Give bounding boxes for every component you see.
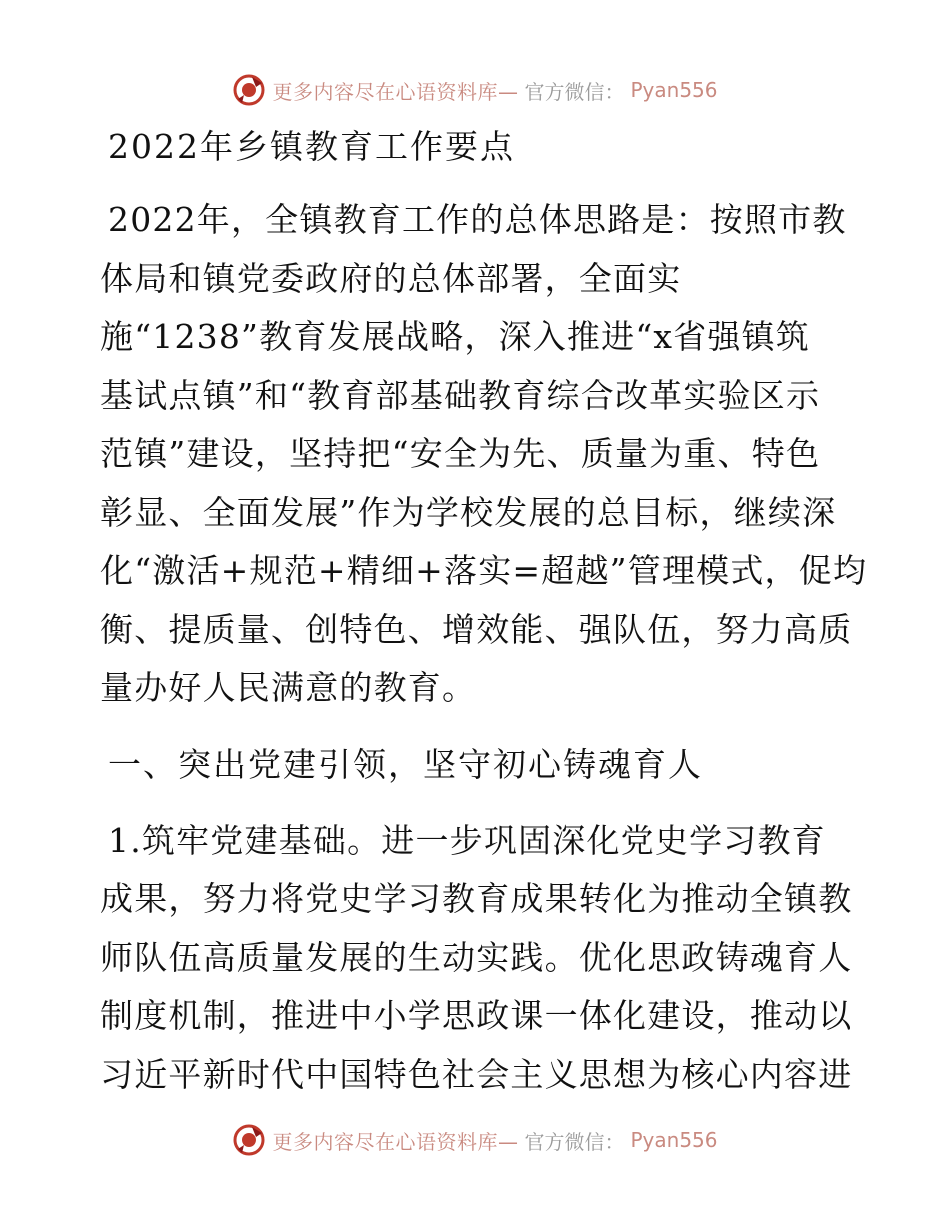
document-body xyxy=(100,118,868,1104)
paragraph-line: 习近平新时代中国特色社会主义思想为核心内容进 xyxy=(100,1054,853,1094)
section-heading: 一、突出党建引领，坚守初心铸魂育人 xyxy=(108,744,703,784)
paragraph-line: 范镇”建设，坚持把“安全为先、质量为重、特色 xyxy=(100,434,821,473)
paragraph-line: 衡、提质量、创特色、增效能、强队伍，努力高质 xyxy=(100,609,853,649)
paragraph-line: 量办好人民满意的教育。 xyxy=(100,668,477,707)
logo-icon xyxy=(232,73,266,107)
watermark-footer xyxy=(0,1122,950,1158)
paragraph-line: 彰显、全面发展”作为学校发展的总目标，继续深 xyxy=(100,492,837,532)
watermark-wechat-label: 官方微信： xyxy=(524,1129,625,1154)
intro-paragraph xyxy=(100,191,868,718)
watermark-wechat-id: Pyan556 xyxy=(630,78,718,102)
document-title: 2022年乡镇教育工作要点 xyxy=(108,127,515,166)
paragraph-line: 制度机制，推进中小学思政课一体化建设，推动以 xyxy=(100,996,853,1035)
watermark-wechat-label: 官方微信： xyxy=(524,79,625,104)
watermark-header xyxy=(0,72,950,108)
paragraph-line: 2022年，全镇教育工作的总体思路是：按照市教 xyxy=(108,200,847,239)
watermark-text: 更多内容尽在心语资料库— xyxy=(272,1129,519,1154)
logo-icon xyxy=(232,1123,266,1157)
paragraph-line: 基试点镇”和“教育部基础教育综合改革实验区示 xyxy=(100,375,821,415)
watermark-text: 更多内容尽在心语资料库— xyxy=(272,79,519,104)
paragraph-line: 化“激活+规范+精细+落实=超越”管理模式，促均 xyxy=(100,551,868,590)
item-paragraph xyxy=(100,812,852,1105)
paragraph-line: 施“1238”教育发展战略，深入推进“x省强镇筑 xyxy=(100,317,811,356)
paragraph-line: 成果，努力将党史学习教育成果转化为推动全镇教 xyxy=(100,879,853,918)
paragraph-line: 体局和镇党委政府的总体部署，全面实 xyxy=(100,258,682,298)
paragraph-line: 师队伍高质量发展的生动实践。优化思政铸魂育人 xyxy=(100,937,853,977)
paragraph-line: 1.筑牢党建基础。进一步巩固深化党史学习教育 xyxy=(108,820,826,860)
watermark-wechat-id: Pyan556 xyxy=(630,1128,718,1152)
